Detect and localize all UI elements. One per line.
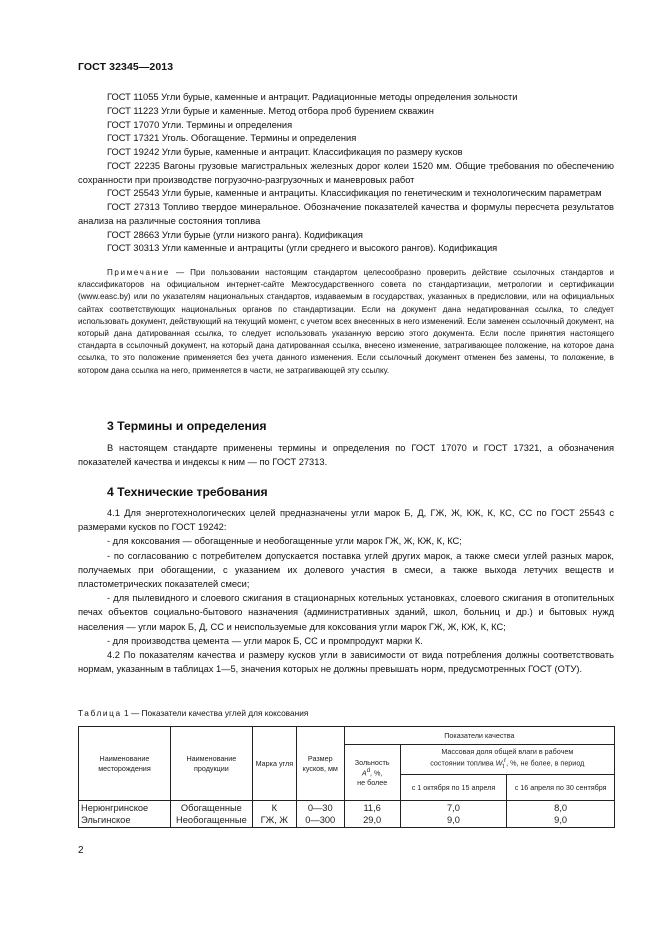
section-4-paragraph: - по согласованию с потребителем допускается поставка углей других марок, а также смеси углей разных марок, получаемых при обогащении, с указанием их долевого участия в смеси, а также выхода летучих веществ и пластометрических показателей смеси; bbox=[78, 550, 614, 590]
table-row bbox=[79, 815, 615, 828]
reference-item: ГОСТ 28663 Угли бурые (угли низкого ранга). Кодификация bbox=[107, 229, 363, 240]
header-moisture: Массовая доля общей влаги в рабочем состоянии топлива $W_t^r$, %, не более, в период bbox=[400, 745, 614, 775]
reference-item: ГОСТ 11223 Угли бурые и каменные. Метод отбора проб бурением скважин bbox=[107, 105, 434, 116]
table-caption-text: 1 — Показатели качества углей для коксования bbox=[121, 708, 309, 718]
section-3-body bbox=[78, 441, 614, 469]
reference-item: ГОСТ 22235 Вагоны грузовые магистральных железных дорог колеи 1520 мм. Общие требования по обеспечению сохранности при производстве погрузочно-разгрузочных и маневровых работ bbox=[78, 160, 614, 185]
cell-moisture-1: 7,0 bbox=[400, 801, 507, 816]
header-period-2: с 16 апреля по 30 сентября bbox=[507, 775, 615, 801]
reference-item: ГОСТ 19242 Угли бурые, каменные и антрацит. Классификация по размеру кусков bbox=[107, 147, 463, 157]
reference-item: ГОСТ 30313 Угли каменные и антрациты (угли среднего и высокого рангов). Кодификация bbox=[107, 243, 498, 254]
references-note bbox=[78, 267, 614, 377]
cell-size: 0—30 bbox=[296, 801, 344, 816]
normative-references-list bbox=[78, 91, 614, 256]
cell-moisture-2: 9,0 bbox=[507, 815, 615, 828]
section-4-body bbox=[78, 506, 614, 676]
reference-item: ГОСТ 25543 Угли бурые, каменные и антрациты. Классификация по генетическим и технологическим параметрам bbox=[107, 188, 602, 199]
cell-deposit: Эльгинское bbox=[79, 815, 171, 828]
reference-item: ГОСТ 27313 Топливо твердое минеральное. Обозначение показателей качества и формулы пересчета результатов анализа на различные состояния топлива bbox=[78, 202, 614, 226]
note-text: — При пользовании настоящим стандартом целесообразно проверить действие ссылочных стандартов и классификаторов на официальном интернет-сайте Межгосударственного совета по стандартизации, метрологии и сертификации (www.easc.by) или по указателям национальных стандартов, издаваемым в государствах, указанных в предисловии, или на официальных сайтах соответствующих национальных органов по стандартизации. Если на документ дана недатированная ссылка, то следует использовать документ, действующий на текущий момент, с учетом всех внесенных в него изменений. Если заменен ссылочный документ, на который дана датированная ссылка, то следует использовать указанную версию этого документа. Если после принятия настоящего стандарта в ссылочный документ, на который дана датированная ссылка, внесено изменение, затрагивающее положение, на которое дана ссылка, то это положение применяется без учета данного изменения. Если ссылочный документ отменен без замены, то положение, в котором дана ссылка на него, применяется в части, не затрагивающей эту ссылку. bbox=[78, 268, 614, 375]
cell-moisture-2: 8,0 bbox=[507, 801, 615, 816]
document-header: ГОСТ 32345—2013 bbox=[78, 61, 174, 73]
header-deposit: Наименование месторождения bbox=[79, 727, 171, 801]
section-4-paragraph: 4.1 Для энерготехнологических целей предназначены угли марок Б, Д, ГЖ, Ж, КЖ, К, КС, СС по ГОСТ 25543 с размерами кусков по ГОСТ 19242: bbox=[78, 508, 614, 533]
cell-deposit: Нерюнгринское bbox=[79, 801, 171, 816]
header-size: Размер кусков, мм bbox=[296, 727, 344, 801]
cell-size: 0—300 bbox=[296, 815, 344, 828]
section-4-title: 4 Технические требования bbox=[107, 485, 268, 499]
page-number: 2 bbox=[78, 845, 84, 856]
table-caption-label: Таблица bbox=[78, 708, 122, 718]
reference-item: ГОСТ 17321 Уголь. Обогащение. Термины и определения bbox=[107, 133, 357, 144]
header-period-1: с 1 октября по 15 апреля bbox=[400, 775, 507, 801]
section-4-paragraph: - для производства цемента — угли марок Б, СС и промпродукт марки К. bbox=[107, 635, 423, 646]
section-3-title: 3 Термины и определения bbox=[107, 419, 267, 433]
header-quality: Показатели качества bbox=[344, 727, 614, 745]
section-3-paragraph: В настоящем стандарте применены термины и определения по ГОСТ 17070 и ГОСТ 17321, а обозначения показателей качества и индексы к ним — по ГОСТ 27313. bbox=[78, 443, 614, 468]
cell-grade: ГЖ, Ж bbox=[252, 815, 296, 828]
cell-product: Обогащенные bbox=[170, 801, 252, 816]
header-grade: Марка угля bbox=[252, 727, 296, 801]
cell-ash: 11,6 bbox=[344, 801, 400, 816]
table-1 bbox=[78, 726, 615, 828]
section-4-paragraph: 4.2 По показателям качества и размеру кусков угли в зависимости от вида потребления должны соответствовать нормам, указанным в таблицах 1—5, значения которых не должны превышать норм, предусмотренных ГОСТ (ОТУ). bbox=[78, 650, 614, 675]
header-ash: Зольность $A^d$, %, не более bbox=[344, 745, 400, 801]
cell-product: Необогащенные bbox=[170, 815, 252, 828]
reference-item: ГОСТ 17070 Угли. Термины и определения bbox=[107, 119, 293, 130]
note-label: Примечание bbox=[107, 268, 170, 277]
cell-grade: К bbox=[252, 801, 296, 816]
reference-item: ГОСТ 11055 Угли бурые, каменные и антрацит. Радиационные методы определения зольности bbox=[107, 92, 518, 102]
section-4-paragraph: - для коксования — обогащенные и необогащенные угли марок ГЖ, Ж, КЖ, К, КС; bbox=[107, 536, 462, 547]
cell-moisture-1: 9,0 bbox=[400, 815, 507, 828]
section-4-paragraph: - для пылевидного и слоевого сжигания в стационарных котельных установках, слоевого сжигания в отопительных печах объектов социально-бытового назначения (административных зданий, школ, больниц и др.) и бытовых нужд населения — угли марок Б, Д, СС и неиспользуемые для коксования угли марок ГЖ, Ж, КЖ, К, КС; bbox=[78, 593, 614, 632]
cell-ash: 29,0 bbox=[344, 815, 400, 828]
table-1-caption bbox=[78, 708, 308, 718]
header-product: Наименование продукции bbox=[170, 727, 252, 801]
table-row bbox=[79, 801, 615, 816]
